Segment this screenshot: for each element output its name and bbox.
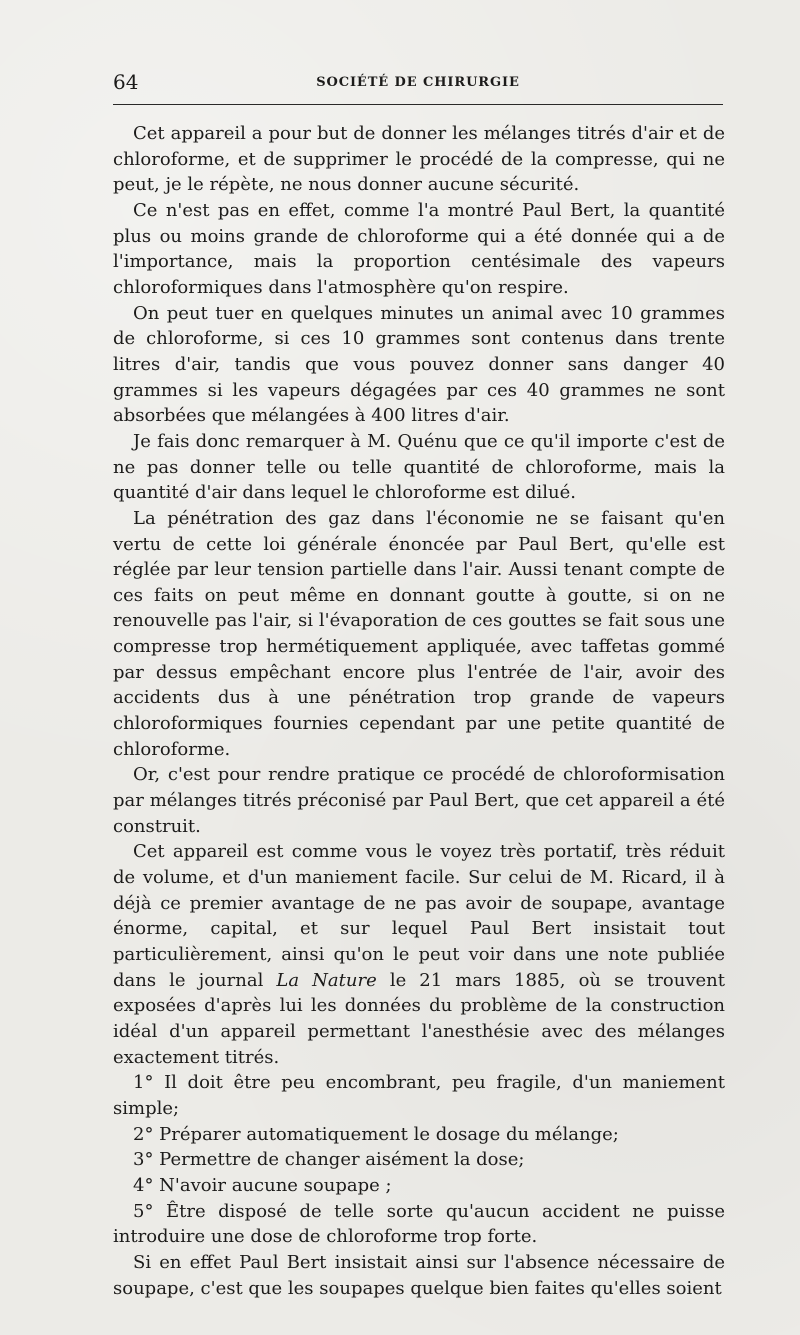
paragraph-4: Je fais donc remarquer à M. Quénu que ce qu'il importe c'est de ne pas donner telle ou telle quantité de chloroforme, mais la quantité d'air dans lequel le chloroforme est dilué. <box>113 430 725 504</box>
paragraph-2: Ce n'est pas en effet, comme l'a montré Paul Bert, la quantité plus ou moins grande de chloroforme qui a été donnée qui a de l'importance, mais la proportion centésimale des vapeurs chloroformiques dans l'atmosphère qu'on respire. <box>113 199 725 298</box>
list-item-3: 3° Permettre de changer aisément la dose; <box>133 1149 525 1171</box>
journal-name: La Nature <box>276 969 377 991</box>
paragraph-final: Si en effet Paul Bert insistait ainsi sur l'absence nécessaire de soupape, c'est que les soupapes quelque bien faites qu'elles soient <box>113 1251 725 1299</box>
journal-details: le 21 mars 1885, où se trouvent exposées d'après lui les données du problème de la construction idéal d'un appareil permettant l'anesthésie avec des mélanges exactement titrés. <box>113 969 725 1068</box>
list-item-1: 1° Il doit être peu encombrant, peu fragile, d'un maniement simple; <box>113 1072 725 1119</box>
body-text <box>113 121 725 1301</box>
page-header <box>113 70 723 96</box>
paragraph-1: Cet appareil a pour but de donner les mélanges titrés d'air et de chloroforme, et de supprimer le procédé de la compresse, qui ne peut, je le répète, ne nous donner aucune sécurité. <box>113 123 725 196</box>
page-number: 64 <box>113 70 139 94</box>
header-rule <box>113 104 723 105</box>
list-item-4: 4° N'avoir aucune soupape ; <box>133 1174 392 1196</box>
paragraph-7 <box>113 839 725 1070</box>
list-item-5: 5° Être disposé de telle sorte qu'aucun accident ne puisse introduire une dose de chloroforme trop forte. <box>113 1200 725 1248</box>
running-title: SOCIÉTÉ DE CHIRURGIE <box>316 75 520 90</box>
list-item-2: 2° Préparer automatiquement le dosage du mélange; <box>133 1123 619 1145</box>
paragraph-5: La pénétration des gaz dans l'économie ne se faisant qu'en vertu de cette loi générale énoncée par Paul Bert, qu'elle est réglée par leur tension partielle dans l'air. Aussi tenant compte de ces faits on peut même en donnant goutte à goutte, si on ne renouvelle pas l'air, si l'évaporation de ces gouttes se fait sous une compresse trop hermétiquement appliquée, avec taffetas gommé par dessus empêchant encore plus l'entrée de l'air, avoir des accidents dus à une pénétration trop grande de vapeurs chloroformiques fournies cependant par une petite quantité de chloroforme. <box>113 507 725 760</box>
paragraph-7-lead: Cet appareil est comme vous le voyez très portatif, très réduit de volume, et d'un maniement facile. Sur celui de M. Ricard, il à déjà ce premier avantage de ne pas avoir de soupape, avantage énorme, capital, et sur lequel Paul Bert insistait tout particulièrement, ainsi qu'on le peut voir dans une note publiée dans le journal <box>113 841 725 991</box>
paragraph-6: Or, c'est pour rendre pratique ce procédé de chloroformisation par mélanges titrés préconisé par Paul Bert, que cet appareil a été construit. <box>113 764 725 837</box>
paragraph-3: On peut tuer en quelques minutes un animal avec 10 grammes de chloroforme, si ces 10 grammes sont contenus dans trente litres d'air, tandis que vous pouvez donner sans danger 40 grammes si les vapeurs dégagées par ces 40 grammes ne sont absorbées que mélangées à 400 litres d'air. <box>113 302 725 427</box>
